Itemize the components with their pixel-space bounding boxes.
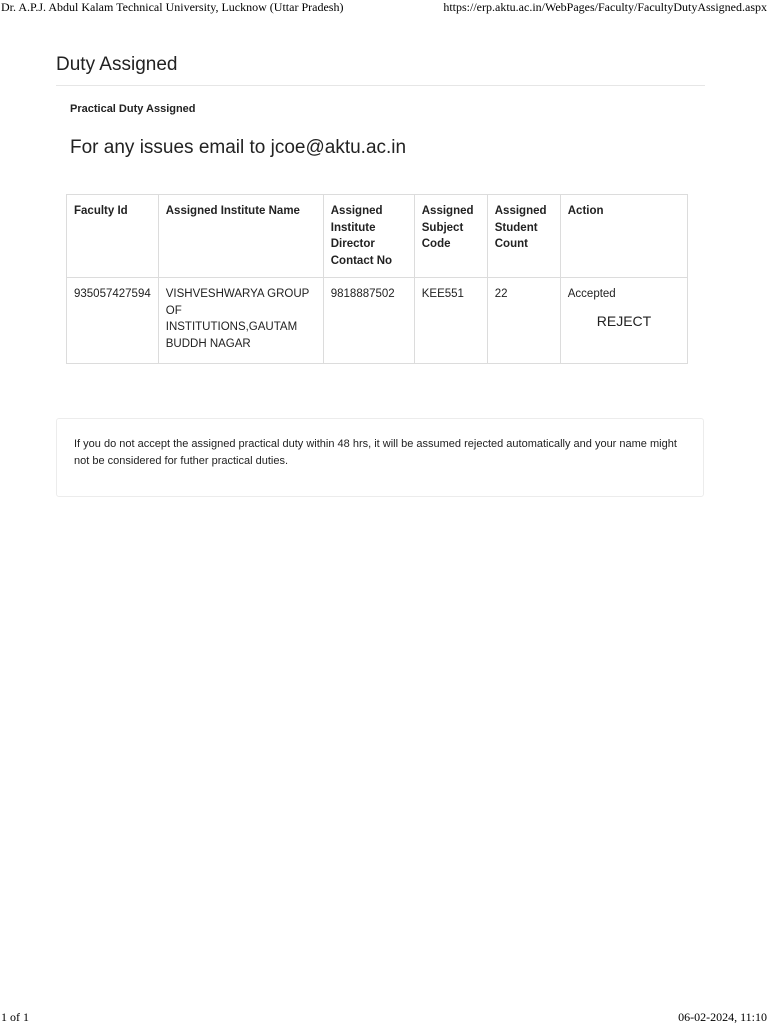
cell-institute-name: VISHVESHWARYA GROUP OF INSTITUTIONS,GAUTAM BUDDH NAGAR	[158, 278, 323, 364]
table-header-row	[67, 195, 688, 278]
notice-text: If you do not accept the assigned practical duty within 48 hrs, it will be assumed rejected automatically and your name might not be considered for futher practical duties.	[74, 438, 677, 467]
header-director-contact: Assigned Institute Director Contact No	[323, 195, 414, 278]
header-subject-code: Assigned Subject Code	[414, 195, 487, 278]
header-student-count: Assigned Student Count	[487, 195, 560, 278]
title-divider	[56, 85, 705, 86]
header-institute-name: Assigned Institute Name	[158, 195, 323, 278]
section-label: Practical Duty Assigned	[70, 103, 196, 115]
cell-action	[560, 278, 687, 364]
print-header-site-title: Dr. A.P.J. Abdul Kalam Technical University, Lucknow (Uttar Pradesh)	[1, 0, 344, 14]
header-action: Action	[560, 195, 687, 278]
cell-student-count: 22	[487, 278, 560, 364]
reject-button[interactable]: REJECT	[596, 312, 652, 329]
print-header-url: https://erp.aktu.ac.in/WebPages/Faculty/FacultyDutyAssigned.aspx	[443, 0, 767, 14]
cell-subject-code: KEE551	[414, 278, 487, 364]
header-faculty-id: Faculty Id	[67, 195, 159, 278]
duty-status: Accepted	[567, 288, 616, 300]
duty-table	[66, 194, 688, 364]
print-footer-timestamp: 06-02-2024, 11:10	[678, 1010, 767, 1024]
cell-director-contact: 9818887502	[323, 278, 414, 364]
print-footer-page-count: 1 of 1	[1, 1010, 29, 1024]
cell-faculty-id: 935057427594	[67, 278, 159, 364]
notice-panel	[56, 418, 704, 497]
page-title: Duty Assigned	[56, 54, 178, 75]
support-email-note: For any issues email to jcoe@aktu.ac.in	[70, 137, 407, 158]
table-row	[67, 278, 688, 364]
